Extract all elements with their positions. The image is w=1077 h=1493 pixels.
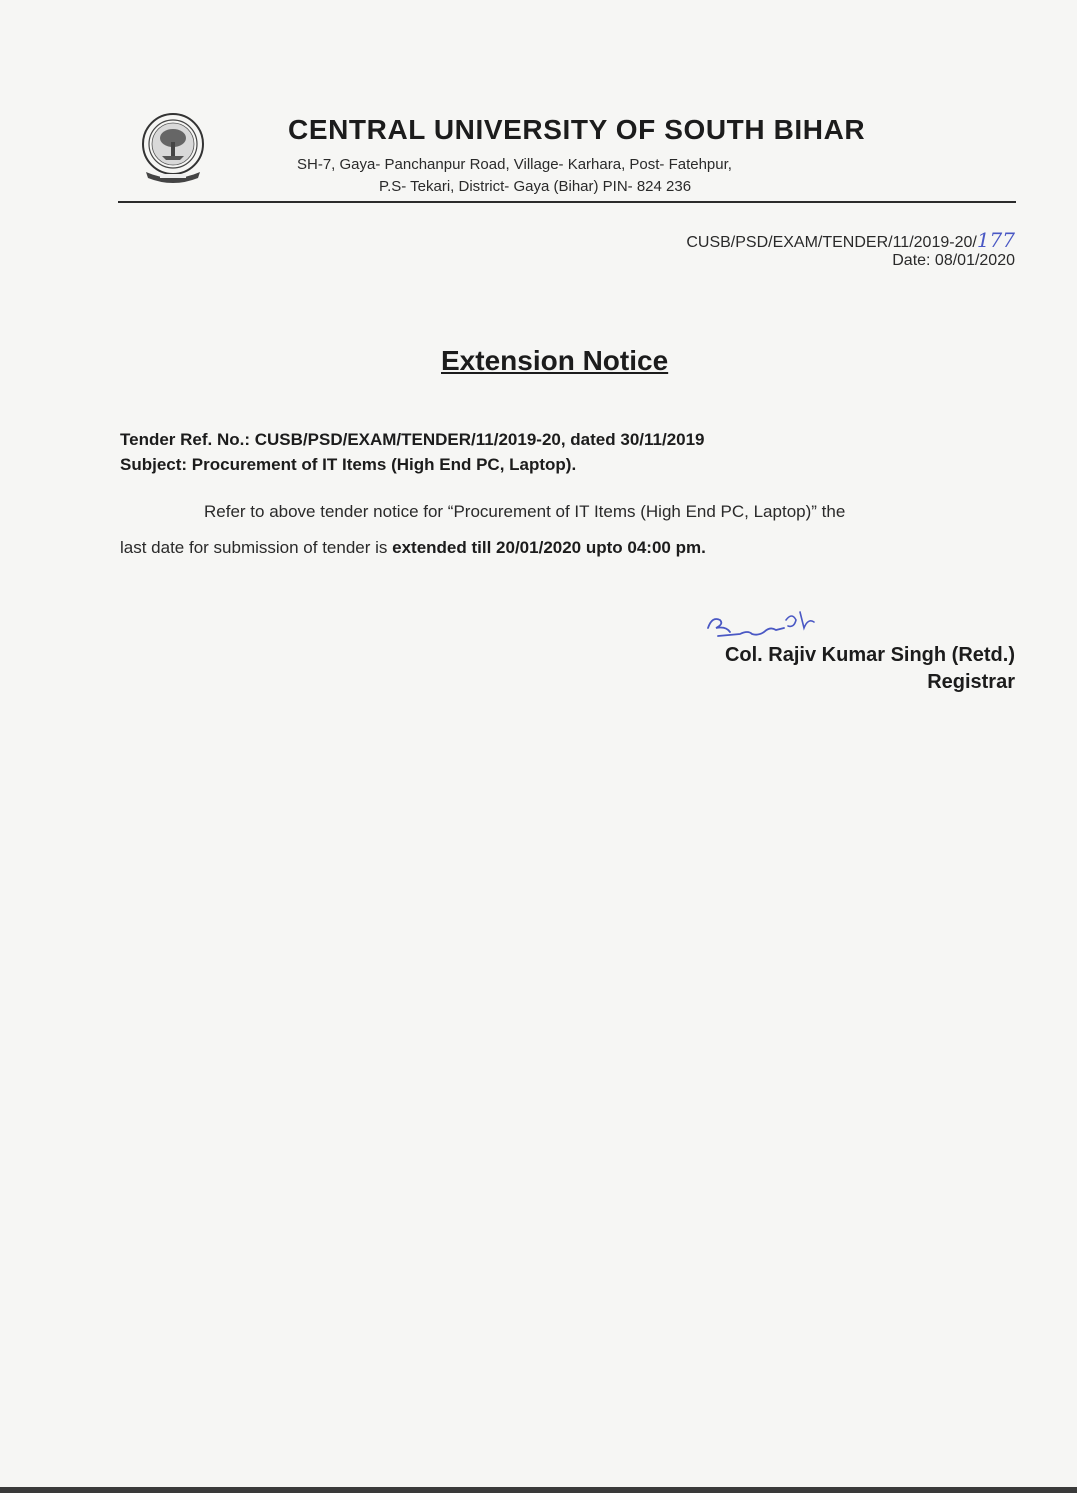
notice-date: Date: 08/01/2020 xyxy=(892,252,1015,269)
university-name: CENTRAL UNIVERSITY OF SOUTH BIHAR xyxy=(288,114,866,145)
signatory-designation: Registrar xyxy=(927,671,1015,693)
page-title: Extension Notice xyxy=(441,345,669,376)
body-line-2 xyxy=(120,538,706,558)
body-line-2-text: last date for submission of tender is xyxy=(120,538,393,557)
body-line-1: Refer to above tender notice for “Procurement of IT Items (High End PC, Laptop)” the xyxy=(204,502,846,521)
notice-subject: Subject: Procurement of IT Items (High End PC, Laptop). xyxy=(120,455,577,474)
university-seal-icon xyxy=(140,112,206,184)
reference-number xyxy=(686,228,1015,252)
reference-prefix: CUSB/PSD/EXAM/TENDER/11/2019-20/ xyxy=(686,234,977,251)
handwritten-dispatch-number: 177 xyxy=(976,228,1015,252)
letterhead-divider xyxy=(118,201,1016,203)
extension-deadline: extended till 20/01/2020 upto 04:00 pm. xyxy=(392,538,706,557)
address-line-1: SH-7, Gaya- Panchanpur Road, Village- Karhara, Post- Fatehpur, xyxy=(297,156,732,173)
signatory-name: Col. Rajiv Kumar Singh (Retd.) xyxy=(724,644,1015,666)
tender-reference: Tender Ref. No.: CUSB/PSD/EXAM/TENDER/11/2019-20, dated 30/11/2019 xyxy=(120,430,705,449)
address-line-2: P.S- Tekari, District- Gaya (Bihar) PIN- 824 236 xyxy=(379,178,692,195)
scan-bottom-edge xyxy=(0,1487,1077,1493)
handwritten-signature-icon xyxy=(700,606,830,646)
